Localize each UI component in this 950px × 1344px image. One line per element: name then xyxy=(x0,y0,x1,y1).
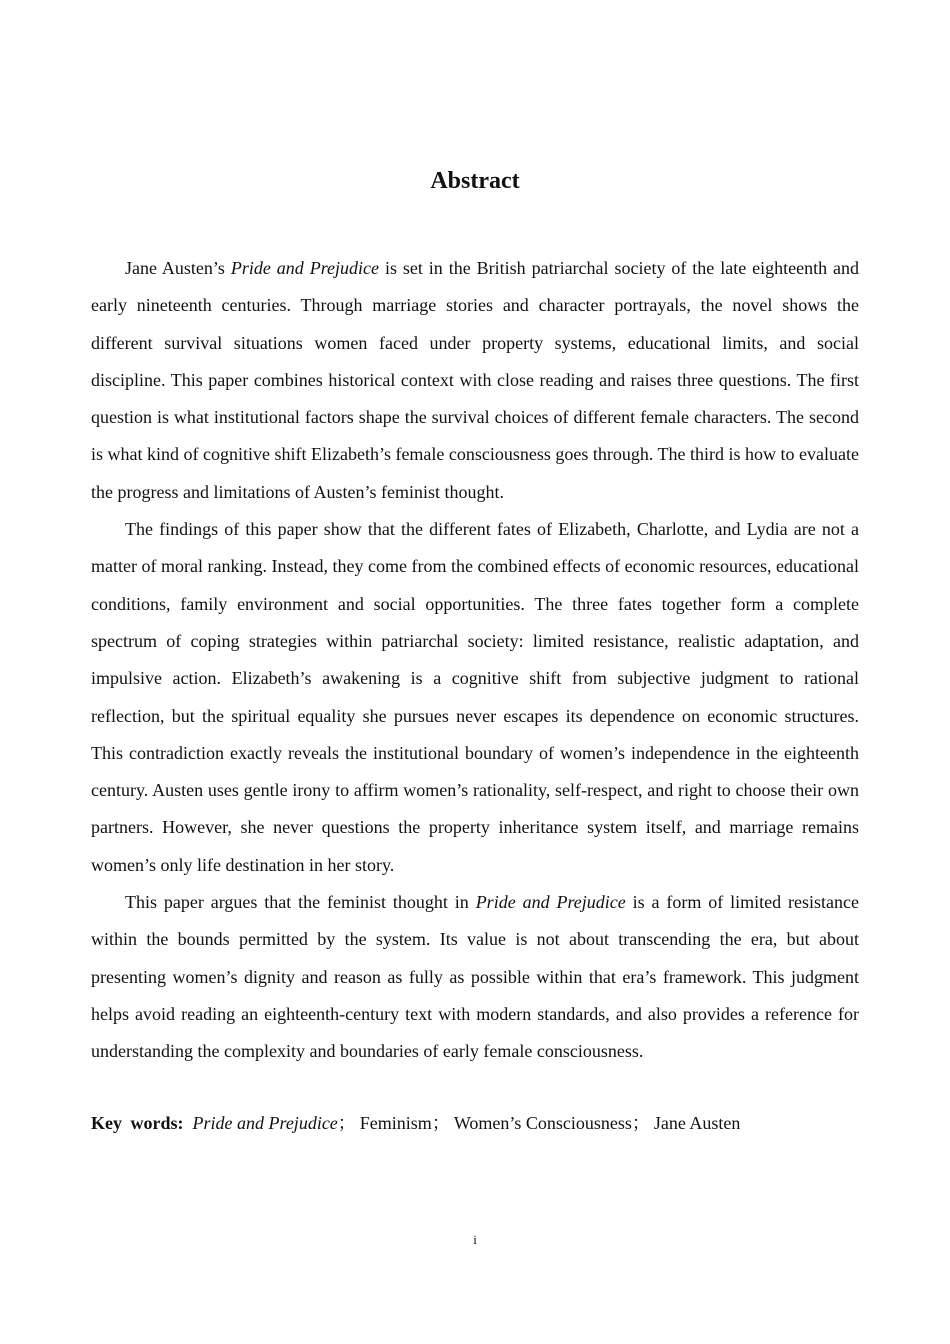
paragraph-text: Jane Austen’s xyxy=(125,258,231,278)
abstract-paragraph-3 xyxy=(91,884,859,1070)
keywords-label: Key words: xyxy=(91,1113,184,1133)
abstract-title: Abstract xyxy=(430,168,520,194)
abstract-body xyxy=(91,250,859,1071)
book-title: Pride and Prejudice xyxy=(230,258,380,278)
abstract-paragraph-1 xyxy=(91,250,859,511)
paragraph-text: is set in the British patriarchal society of the late eighteenth and early nineteenth centuries. Through marriage stories and character portrayals, the novel shows the different survival situations women faced under property systems, educational limits, and social discipline. This paper combines historical context with close reading and raises three questions. The first question is what institutional factors shape the survival choices of different female characters. The second is what kind of cognitive shift Elizabeth’s female consciousness goes through. The third is how to evaluate the progress and limitations of Austen’s feminist thought. xyxy=(91,258,860,502)
book-title: Pride and Prejudice xyxy=(475,892,626,913)
abstract-paragraph-2 xyxy=(91,511,859,884)
keyword-item: Women’s Consciousness xyxy=(453,1113,632,1133)
keyword-separator: ； xyxy=(631,1113,650,1133)
page-number: i xyxy=(473,1232,477,1247)
keyword-separator: ； xyxy=(337,1113,356,1133)
paragraph-text: is a form of limited resistance within the bounds permitted by the system. Its value is not about transcending the era, but about presenting women’s dignity and reason as fully as possible within that era’s framework. This judgment helps avoid reading an eighteenth-century text with modern standards, and also provides a reference for understanding the complexity and boundaries of early female consciousness. xyxy=(91,892,859,1062)
keyword-separator: ； xyxy=(431,1113,450,1133)
keyword-item: Feminism xyxy=(359,1113,432,1133)
keywords-line xyxy=(91,1105,859,1142)
keyword-item: Jane Austen xyxy=(653,1113,741,1133)
keyword-item: Pride and Prejudice xyxy=(192,1113,338,1133)
paragraph-text: This paper argues that the feminist thought in xyxy=(125,892,476,913)
paragraph-text: The findings of this paper show that the different fates of Elizabeth, Charlotte, and Lydia are not a matter of moral ranking. Instead, they come from the combined effects of economic resources, educational conditions, family environment and social opportunities. The three fates together form a complete spectrum of coping strategies within patriarchal society: limited resistance, realistic adaptation, and impulsive action. Elizabeth’s awakening is a cognitive shift from subjective judgment to rational reflection, but the spiritual equality she pursues never escapes its dependence on economic structures. This contradiction exactly reveals the institutional boundary of women’s independence in the eighteenth century. Austen uses gentle irony to affirm women’s rationality, self-respect, and right to choose their own partners. However, she never questions the property inheritance system itself, and marriage remains women’s only life destination in her story. xyxy=(91,519,859,875)
